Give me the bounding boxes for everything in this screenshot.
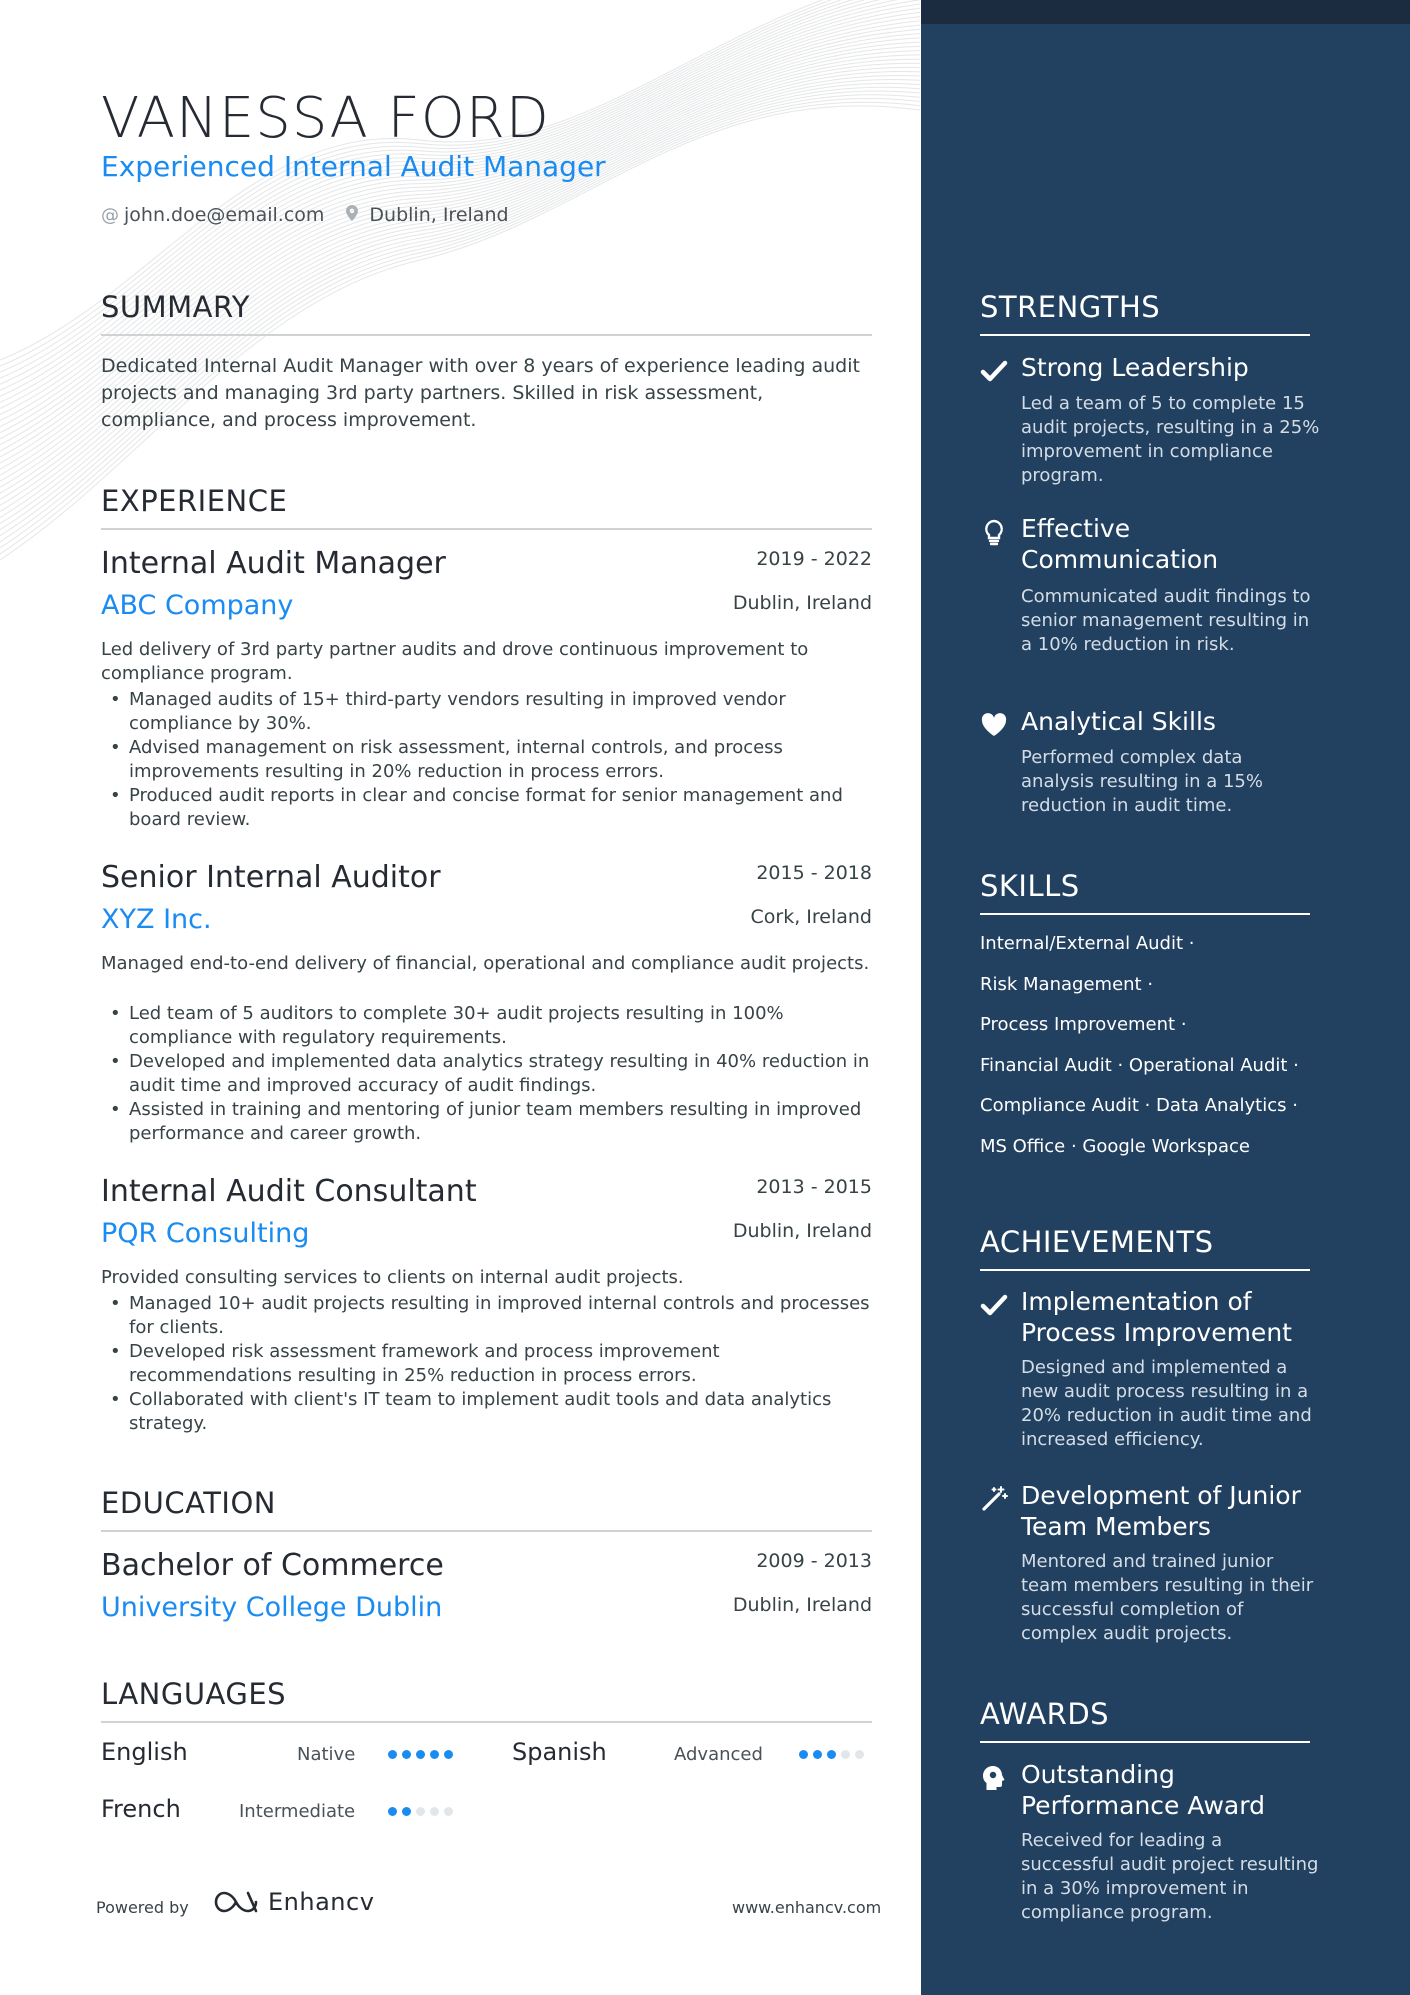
candidate-title: Experienced Internal Audit Manager xyxy=(101,150,606,183)
heart-icon xyxy=(980,711,1008,739)
award-description: Received for leading a successful audit project resulting in a 30% improvement in compliance program. xyxy=(1021,1830,1319,1923)
role-dates: 2019 - 2022 xyxy=(756,548,872,570)
skill-line: Process Improvement · xyxy=(980,1014,1187,1035)
language-name: French xyxy=(101,1795,181,1823)
education-heading: EDUCATION xyxy=(101,1486,872,1532)
strength-description: Led a team of 5 to complete 15 audit projects, resulting in a 25% improvement in compliance program. xyxy=(1021,393,1320,486)
skill-line: Financial Audit · Operational Audit · xyxy=(980,1055,1299,1076)
proficiency-dot-filled xyxy=(827,1750,836,1759)
sidebar xyxy=(921,0,1410,1995)
proficiency-dot-filled xyxy=(444,1750,453,1759)
bullet-item: • Collaborated with client's IT team to implement audit tools and data analytics strategy. xyxy=(101,1388,872,1436)
proficiency-dot-empty xyxy=(841,1750,850,1759)
role-bullets xyxy=(101,1002,872,1146)
location-pin-icon xyxy=(346,205,358,226)
proficiency-dot-filled xyxy=(402,1807,411,1816)
language-row xyxy=(101,1738,872,1778)
achievements-heading: ACHIEVEMENTS xyxy=(980,1225,1310,1271)
bullet-item: • Developed and implemented data analytics strategy resulting in 40% reduction in audit time and improved accuracy of audit findings. xyxy=(101,1050,872,1098)
proficiency-dot-filled xyxy=(430,1750,439,1759)
skill-line: Risk Management · xyxy=(980,974,1154,995)
proficiency-dot-filled xyxy=(388,1750,397,1759)
role-location: Dublin, Ireland xyxy=(732,1220,872,1242)
strength-description: Performed complex data analysis resulting in a 15% reduction in audit time. xyxy=(1021,747,1263,816)
role-company: XYZ Inc. xyxy=(101,904,212,935)
proficiency-dot-filled xyxy=(799,1750,808,1759)
sidebar-top-bar xyxy=(921,0,1410,24)
proficiency-dot-filled xyxy=(813,1750,822,1759)
award-title: Outstanding Performance Award xyxy=(1021,1760,1265,1820)
role-description: Provided consulting services to clients on internal audit projects. xyxy=(101,1267,684,1288)
proficiency-dot-filled xyxy=(402,1750,411,1759)
skill-line: Compliance Audit · Data Analytics · xyxy=(980,1095,1298,1116)
head-idea-icon xyxy=(980,1764,1008,1792)
checkmark-icon xyxy=(980,1291,1008,1319)
proficiency-dot-empty xyxy=(444,1807,453,1816)
role-description: Managed end-to-end delivery of financial, operational and compliance audit projects. xyxy=(101,953,870,974)
bullet-item: • Managed 10+ audit projects resulting in improved internal controls and processes for clients. xyxy=(101,1292,872,1340)
skill-line: MS Office · Google Workspace xyxy=(980,1136,1250,1157)
footer-url[interactable]: www.enhancv.com xyxy=(732,1898,882,1917)
achievement-description: Mentored and trained junior team members resulting in their successful completion of complex audit projects. xyxy=(1021,1551,1314,1644)
proficiency-dot-empty xyxy=(855,1750,864,1759)
wave-line xyxy=(0,0,920,396)
bullet-item: • Developed risk assessment framework and process improvement recommendations resulting in 25% reduction in process errors. xyxy=(101,1340,872,1388)
role-company: PQR Consulting xyxy=(101,1218,310,1249)
enhancv-logo-mark-icon xyxy=(214,1889,262,1915)
strength-title: Strong Leadership xyxy=(1021,353,1249,382)
lightbulb-icon xyxy=(980,518,1008,546)
strengths-heading: STRENGTHS xyxy=(980,290,1310,336)
language-level: Native xyxy=(297,1744,356,1765)
language-proficiency-dots xyxy=(388,1807,453,1816)
proficiency-dot-empty xyxy=(430,1807,439,1816)
magic-wand-icon xyxy=(980,1485,1008,1513)
language-level: Intermediate xyxy=(239,1801,356,1822)
location-text: Dublin, Ireland xyxy=(369,204,509,226)
powered-by-label: Powered by xyxy=(96,1898,189,1917)
languages-heading: LANGUAGES xyxy=(101,1677,872,1723)
language-proficiency-dots xyxy=(388,1750,453,1759)
proficiency-dot-filled xyxy=(388,1807,397,1816)
strength-description: Communicated audit findings to senior management resulting in a 10% reduction in risk. xyxy=(1021,586,1311,655)
candidate-name: VANESSA FORD xyxy=(101,86,550,151)
role-location: Cork, Ireland xyxy=(750,906,872,928)
role-title: Senior Internal Auditor xyxy=(101,860,441,895)
email-text[interactable]: john.doe@email.com xyxy=(124,204,325,226)
school-name: University College Dublin xyxy=(101,1592,443,1623)
language-row xyxy=(101,1795,872,1835)
language-name: Spanish xyxy=(512,1738,607,1766)
summary-text: Dedicated Internal Audit Manager with over 8 years of experience leading audit projects and managing 3rd party partners. Skilled in risk assessment, compliance, and process improvement. xyxy=(101,355,860,431)
language-level: Advanced xyxy=(674,1744,763,1765)
bullet-item: • Led team of 5 auditors to complete 30+ audit projects resulting in 100% compliance with regulatory requirements. xyxy=(101,1002,872,1050)
proficiency-dot-filled xyxy=(416,1750,425,1759)
awards-heading: AWARDS xyxy=(980,1697,1310,1743)
skill-line: Internal/External Audit · xyxy=(980,933,1195,954)
bullet-item: • Assisted in training and mentoring of junior team members resulting in improved performance and career growth. xyxy=(101,1098,872,1146)
enhancv-logo-text: Enhancv xyxy=(268,1888,375,1916)
role-company: ABC Company xyxy=(101,590,294,621)
role-title: Internal Audit Consultant xyxy=(101,1174,477,1209)
strength-title: Analytical Skills xyxy=(1021,707,1216,736)
achievement-title: Development of Junior Team Members xyxy=(1021,1481,1301,1541)
skills-heading: SKILLS xyxy=(980,869,1310,915)
education-dates: 2009 - 2013 xyxy=(756,1550,872,1572)
role-bullets xyxy=(101,688,872,832)
education-location: Dublin, Ireland xyxy=(732,1594,872,1616)
bullet-item: • Advised management on risk assessment, internal controls, and process improvements resulting in 20% reduction in process errors. xyxy=(101,736,872,784)
degree-title: Bachelor of Commerce xyxy=(101,1548,444,1583)
enhancv-logo[interactable] xyxy=(214,1888,374,1916)
role-location: Dublin, Ireland xyxy=(732,592,872,614)
bullet-item: • Managed audits of 15+ third-party vendors resulting in improved vendor compliance by 30%. xyxy=(101,688,872,736)
experience-heading: EXPERIENCE xyxy=(101,484,872,530)
role-dates: 2015 - 2018 xyxy=(756,862,872,884)
achievement-description: Designed and implemented a new audit process resulting in a 20% reduction in audit time and increased efficiency. xyxy=(1021,1357,1312,1450)
at-sign-icon: @ xyxy=(101,204,119,226)
role-bullets xyxy=(101,1292,872,1436)
role-description: Led delivery of 3rd party partner audits and drove continuous improvement to compliance program. xyxy=(101,639,809,684)
role-dates: 2013 - 2015 xyxy=(756,1176,872,1198)
bullet-item: • Produced audit reports in clear and concise format for senior management and board review. xyxy=(101,784,872,832)
role-title: Internal Audit Manager xyxy=(101,546,446,581)
language-proficiency-dots xyxy=(799,1750,864,1759)
contact-line xyxy=(101,204,509,226)
strength-title: Effective Communication xyxy=(1021,514,1219,574)
language-name: English xyxy=(101,1738,188,1766)
proficiency-dot-empty xyxy=(416,1807,425,1816)
summary-heading: SUMMARY xyxy=(101,290,872,336)
checkmark-icon xyxy=(980,357,1008,385)
achievement-title: Implementation of Process Improvement xyxy=(1021,1287,1292,1347)
